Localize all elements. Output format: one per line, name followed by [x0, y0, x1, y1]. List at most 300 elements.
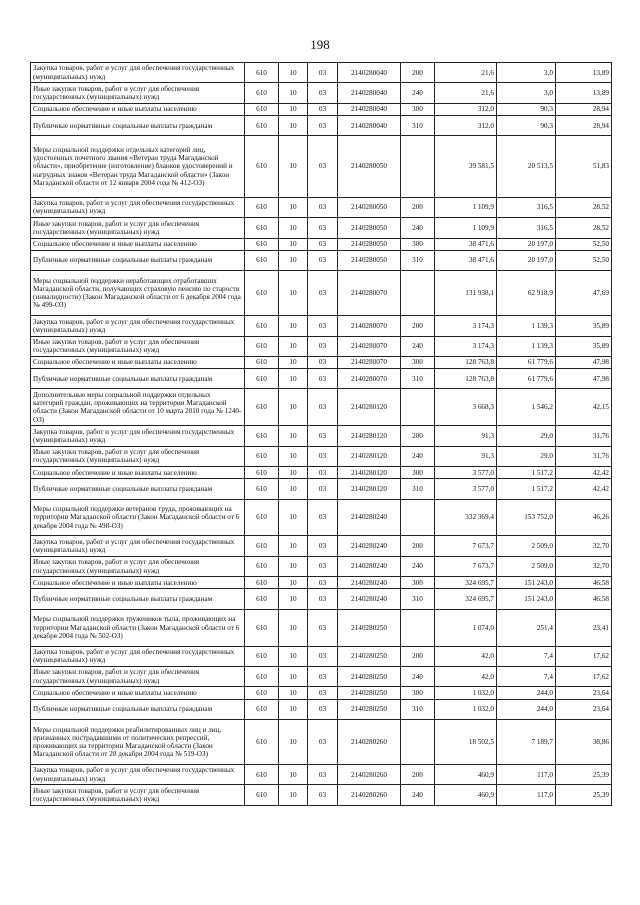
table-cell-percent: 46,58	[556, 589, 612, 609]
table-cell-ved: 610	[245, 426, 279, 446]
table-cell-expense-type: 310	[401, 479, 435, 499]
table-cell-target-article: 2140280120	[338, 467, 401, 479]
table-cell-percent: 28,52	[556, 197, 612, 217]
table-row	[31, 556, 612, 576]
table-cell-fact: 20 197,0	[497, 238, 556, 250]
table-cell-percent: 35,89	[556, 316, 612, 336]
table-cell-ved: 610	[245, 699, 279, 719]
table-cell-subsection: 03	[308, 250, 338, 270]
table-cell-expense-type: 300	[401, 687, 435, 699]
table-cell-percent: 13,89	[556, 83, 612, 103]
table-cell-subsection: 03	[308, 197, 338, 217]
table-cell-ved: 610	[245, 499, 279, 536]
table-row	[31, 666, 612, 686]
table-cell-section: 10	[279, 271, 308, 316]
table-cell-subsection: 03	[308, 589, 338, 609]
table-cell-expense-type: 200	[401, 63, 435, 83]
table-cell-subsection: 03	[308, 426, 338, 446]
table-cell-expense-type: 200	[401, 426, 435, 446]
table-cell-subsection: 03	[308, 699, 338, 719]
table-cell-fact: 90,3	[497, 115, 556, 135]
table-row	[31, 467, 612, 479]
page-number: 198	[310, 37, 330, 52]
table-cell-plan: 1 032,0	[435, 699, 497, 719]
table-cell-expense-type: 200	[401, 316, 435, 336]
table-cell-subsection: 03	[308, 479, 338, 499]
table-cell-plan: 42,0	[435, 646, 497, 666]
table-cell-fact: 244,0	[497, 687, 556, 699]
table-cell-expense-type	[401, 499, 435, 536]
table-cell-subsection: 03	[308, 83, 338, 103]
table-cell-ved: 610	[245, 238, 279, 250]
table-cell-percent: 51,83	[556, 136, 612, 197]
table-cell-name: Социальное обеспечение и иные выплаты населению	[31, 577, 245, 589]
table-cell-name: Публичные нормативные социальные выплаты гражданам	[31, 369, 245, 389]
table-row	[31, 356, 612, 368]
table-cell-target-article: 2140280050	[338, 136, 401, 197]
table-cell-section: 10	[279, 556, 308, 576]
table-cell-section: 10	[279, 83, 308, 103]
table-cell-ved: 610	[245, 115, 279, 135]
table-cell-section: 10	[279, 687, 308, 699]
table-cell-section: 10	[279, 446, 308, 466]
table-cell-name: Иные закупки товаров, работ и услуг для обеспечения государственных (муниципальных) нужд	[31, 218, 245, 238]
table-cell-expense-type: 300	[401, 238, 435, 250]
table-cell-plan: 42,0	[435, 666, 497, 686]
table-cell-plan: 1 074,0	[435, 609, 497, 646]
table-cell-plan: 324 695,7	[435, 589, 497, 609]
table-cell-name: Закупка товаров, работ и услуг для обеспечения государственных (муниципальных) нужд	[31, 426, 245, 446]
table-cell-name: Закупка товаров, работ и услуг для обеспечения государственных (муниципальных) нужд	[31, 536, 245, 556]
table-row	[31, 719, 612, 764]
table-cell-expense-type: 310	[401, 699, 435, 719]
table-cell-expense-type: 240	[401, 785, 435, 805]
table-cell-fact: 1 139,3	[497, 316, 556, 336]
table-cell-target-article: 2140280240	[338, 577, 401, 589]
table-cell-ved: 610	[245, 446, 279, 466]
table-row	[31, 316, 612, 336]
table-cell-target-article: 2140280260	[338, 764, 401, 784]
table-cell-plan: 7 673,7	[435, 556, 497, 576]
table-cell-name: Публичные нормативные социальные выплаты гражданам	[31, 115, 245, 135]
table-cell-percent: 25,39	[556, 764, 612, 784]
table-cell-target-article: 2140280120	[338, 426, 401, 446]
table-body	[31, 63, 612, 806]
table-row	[31, 699, 612, 719]
table-cell-section: 10	[279, 356, 308, 368]
table-row	[31, 446, 612, 466]
table-row	[31, 589, 612, 609]
table-cell-percent: 32,70	[556, 536, 612, 556]
table-cell-fact: 62 918,9	[497, 271, 556, 316]
table-row	[31, 103, 612, 115]
table-cell-expense-type: 200	[401, 197, 435, 217]
table-cell-plan: 128 763,8	[435, 356, 497, 368]
table-cell-ved: 610	[245, 646, 279, 666]
table-cell-subsection: 03	[308, 238, 338, 250]
table-cell-expense-type: 300	[401, 103, 435, 115]
table-cell-section: 10	[279, 218, 308, 238]
table-cell-target-article: 2140280260	[338, 719, 401, 764]
table-row	[31, 646, 612, 666]
table-cell-plan: 21,6	[435, 83, 497, 103]
table-cell-expense-type	[401, 719, 435, 764]
table-cell-target-article: 2140280050	[338, 197, 401, 217]
table-cell-name: Закупка товаров, работ и услуг для обеспечения государственных (муниципальных) нужд	[31, 197, 245, 217]
table-cell-target-article: 2140280250	[338, 609, 401, 646]
table-cell-target-article: 2140280070	[338, 336, 401, 356]
table-cell-plan: 21,6	[435, 63, 497, 83]
table-cell-ved: 610	[245, 369, 279, 389]
table-cell-fact: 1 517,2	[497, 479, 556, 499]
table-cell-fact: 2 509,0	[497, 536, 556, 556]
table-cell-section: 10	[279, 536, 308, 556]
table-cell-ved: 610	[245, 197, 279, 217]
table-cell-name: Социальное обеспечение и иные выплаты населению	[31, 238, 245, 250]
table-cell-expense-type: 310	[401, 250, 435, 270]
table-cell-target-article: 2140280260	[338, 785, 401, 805]
table-cell-expense-type: 200	[401, 536, 435, 556]
table-cell-name: Публичные нормативные социальные выплаты гражданам	[31, 699, 245, 719]
table-cell-ved: 610	[245, 467, 279, 479]
table-cell-fact: 151 243,0	[497, 577, 556, 589]
table-cell-fact: 90,3	[497, 103, 556, 115]
table-cell-subsection: 03	[308, 103, 338, 115]
table-cell-fact: 1 546,2	[497, 389, 556, 426]
table-row	[31, 577, 612, 589]
table-cell-subsection: 03	[308, 646, 338, 666]
table-cell-section: 10	[279, 646, 308, 666]
table-cell-target-article: 2140280240	[338, 556, 401, 576]
table-cell-plan: 1 032,0	[435, 687, 497, 699]
table-cell-section: 10	[279, 250, 308, 270]
table-cell-expense-type: 300	[401, 467, 435, 479]
table-cell-target-article: 2140280040	[338, 103, 401, 115]
table-cell-name: Иные закупки товаров, работ и услуг для обеспечения государственных (муниципальных) нужд	[31, 785, 245, 805]
table-cell-plan: 18 502,5	[435, 719, 497, 764]
table-cell-name: Социальное обеспечение и иные выплаты населению	[31, 356, 245, 368]
table-cell-ved: 610	[245, 536, 279, 556]
table-cell-plan: 1 109,9	[435, 197, 497, 217]
table-cell-plan: 3 174,3	[435, 316, 497, 336]
table-cell-percent: 35,89	[556, 336, 612, 356]
table-cell-expense-type: 240	[401, 446, 435, 466]
table-cell-ved: 610	[245, 764, 279, 784]
table-cell-plan: 312,0	[435, 115, 497, 135]
table-cell-subsection: 03	[308, 666, 338, 686]
table-row	[31, 764, 612, 784]
table-cell-ved: 610	[245, 389, 279, 426]
table-cell-plan: 3 577,0	[435, 479, 497, 499]
table-cell-fact: 3,0	[497, 83, 556, 103]
table-cell-ved: 610	[245, 336, 279, 356]
table-cell-fact: 61 779,6	[497, 356, 556, 368]
table-cell-subsection: 03	[308, 369, 338, 389]
table-cell-section: 10	[279, 136, 308, 197]
table-cell-target-article: 2140280050	[338, 238, 401, 250]
table-cell-name: Меры социальной поддержки отдельных категорий лиц, удостоенных почетного звания «Ветеран труда Магаданской области», приобретение (изготовление) бланков удостоверений и нагрудных знаков «Ветеран труда Магаданской области» (Закон Магаданской области от 12 января 2004 года № 412-ОЗ)	[31, 136, 245, 197]
table-cell-ved: 610	[245, 250, 279, 270]
table-cell-subsection: 03	[308, 687, 338, 699]
table-cell-target-article: 2140280070	[338, 271, 401, 316]
table-row	[31, 687, 612, 699]
table-cell-fact: 1 139,3	[497, 336, 556, 356]
table-cell-plan: 38 471,6	[435, 238, 497, 250]
table-cell-name: Социальное обеспечение и иные выплаты населению	[31, 687, 245, 699]
table-cell-percent: 28,94	[556, 115, 612, 135]
table-row	[31, 218, 612, 238]
table-cell-percent: 42,42	[556, 467, 612, 479]
table-row	[31, 536, 612, 556]
table-row	[31, 115, 612, 135]
table-row	[31, 479, 612, 499]
table-cell-fact: 117,0	[497, 764, 556, 784]
table-cell-ved: 610	[245, 103, 279, 115]
table-cell-target-article: 2140280070	[338, 316, 401, 336]
table-cell-name: Иные закупки товаров, работ и услуг для обеспечения государственных (муниципальных) нужд	[31, 336, 245, 356]
table-cell-section: 10	[279, 499, 308, 536]
table-cell-name: Меры социальной поддержки тружеников тыла, проживающих на территории Магаданской области (Закон Магаданской области от 6 декабря 2004 года № 502-ОЗ)	[31, 609, 245, 646]
table-cell-subsection: 03	[308, 115, 338, 135]
table-row	[31, 238, 612, 250]
table-cell-fact: 153 752,0	[497, 499, 556, 536]
table-cell-percent: 46,26	[556, 499, 612, 536]
table-cell-ved: 610	[245, 83, 279, 103]
table-cell-target-article: 2140280050	[338, 218, 401, 238]
table-cell-section: 10	[279, 369, 308, 389]
table-cell-plan: 460,9	[435, 785, 497, 805]
table-cell-percent: 47,69	[556, 271, 612, 316]
table-cell-subsection: 03	[308, 785, 338, 805]
table-cell-ved: 610	[245, 687, 279, 699]
table-cell-target-article: 2140280070	[338, 369, 401, 389]
table-cell-subsection: 03	[308, 336, 338, 356]
table-cell-ved: 610	[245, 666, 279, 686]
table-cell-ved: 610	[245, 136, 279, 197]
table-cell-fact: 29,0	[497, 446, 556, 466]
table-cell-expense-type: 200	[401, 764, 435, 784]
table-cell-ved: 610	[245, 479, 279, 499]
table-cell-ved: 610	[245, 316, 279, 336]
table-cell-target-article: 2140280250	[338, 687, 401, 699]
table-cell-name: Иные закупки товаров, работ и услуг для обеспечения государственных (муниципальных) нужд	[31, 446, 245, 466]
table-cell-section: 10	[279, 336, 308, 356]
table-cell-ved: 610	[245, 63, 279, 83]
table-cell-section: 10	[279, 389, 308, 426]
table-cell-fact: 29,0	[497, 426, 556, 446]
table-cell-fact: 1 517,2	[497, 467, 556, 479]
table-row	[31, 197, 612, 217]
table-row	[31, 271, 612, 316]
table-cell-percent: 47,98	[556, 369, 612, 389]
table-cell-ved: 610	[245, 589, 279, 609]
table-cell-plan: 7 673,7	[435, 536, 497, 556]
table-cell-plan: 38 471,6	[435, 250, 497, 270]
table-cell-percent: 38,86	[556, 719, 612, 764]
table-cell-expense-type: 310	[401, 589, 435, 609]
table-cell-section: 10	[279, 609, 308, 646]
table-cell-percent: 13,89	[556, 63, 612, 83]
table-cell-plan: 91,3	[435, 446, 497, 466]
table-row	[31, 63, 612, 83]
table-cell-subsection: 03	[308, 467, 338, 479]
table-cell-fact: 61 779,6	[497, 369, 556, 389]
table-cell-percent: 25,39	[556, 785, 612, 805]
table-cell-expense-type: 240	[401, 666, 435, 686]
table-cell-fact: 316,5	[497, 197, 556, 217]
table-cell-expense-type: 300	[401, 577, 435, 589]
table-cell-subsection: 03	[308, 446, 338, 466]
table-cell-name: Закупка товаров, работ и услуг для обеспечения государственных (муниципальных) нужд	[31, 63, 245, 83]
table-cell-name: Публичные нормативные социальные выплаты гражданам	[31, 479, 245, 499]
table-cell-name: Социальное обеспечение и иные выплаты населению	[31, 467, 245, 479]
table-cell-expense-type: 310	[401, 369, 435, 389]
table-cell-section: 10	[279, 197, 308, 217]
table-cell-plan: 3 577,0	[435, 467, 497, 479]
table-cell-subsection: 03	[308, 577, 338, 589]
table-cell-ved: 610	[245, 609, 279, 646]
table-row	[31, 369, 612, 389]
table-cell-target-article: 2140280040	[338, 63, 401, 83]
table-cell-percent: 42,42	[556, 479, 612, 499]
table-cell-percent: 17,62	[556, 666, 612, 686]
table-cell-fact: 244,0	[497, 699, 556, 719]
table-cell-subsection: 03	[308, 218, 338, 238]
table-cell-target-article: 2140280070	[338, 356, 401, 368]
table-cell-fact: 151 243,0	[497, 589, 556, 609]
table-cell-section: 10	[279, 666, 308, 686]
table-cell-target-article: 2140280250	[338, 666, 401, 686]
table-cell-subsection: 03	[308, 499, 338, 536]
table-cell-expense-type	[401, 609, 435, 646]
table-cell-ved: 610	[245, 218, 279, 238]
table-cell-percent: 28,94	[556, 103, 612, 115]
table-cell-target-article: 2140280250	[338, 646, 401, 666]
table-cell-section: 10	[279, 238, 308, 250]
table-cell-name: Дополнительные меры социальной поддержки отдельных категорий граждан, проживающих на территории Магаданской области (Закон Магаданской области от 10 марта 2010 года № 1240-ОЗ)	[31, 389, 245, 426]
table-cell-expense-type: 310	[401, 115, 435, 135]
table-cell-plan: 460,9	[435, 764, 497, 784]
table-cell-fact: 251,4	[497, 609, 556, 646]
table-cell-section: 10	[279, 785, 308, 805]
table-cell-fact: 117,0	[497, 785, 556, 805]
table-cell-name: Публичные нормативные социальные выплаты гражданам	[31, 589, 245, 609]
table-cell-fact: 3,0	[497, 63, 556, 83]
table-cell-ved: 610	[245, 271, 279, 316]
table-cell-expense-type: 240	[401, 556, 435, 576]
table-cell-expense-type: 240	[401, 336, 435, 356]
table-cell-section: 10	[279, 316, 308, 336]
table-cell-section: 10	[279, 103, 308, 115]
table-cell-expense-type	[401, 389, 435, 426]
table-cell-name: Социальное обеспечение и иные выплаты населению	[31, 103, 245, 115]
table-cell-percent: 17,62	[556, 646, 612, 666]
table-cell-target-article: 2140280250	[338, 699, 401, 719]
table-cell-target-article: 2140280240	[338, 499, 401, 536]
table-cell-percent: 31,76	[556, 426, 612, 446]
table-cell-name: Меры социальной поддержки реабилитированных лиц и лиц, признанных пострадавшими от политических репрессий, проживающих на территории Магаданской области (Закон Магаданской области от 28 декабря 2004 года № 519-ОЗ)	[31, 719, 245, 764]
table-cell-ved: 610	[245, 556, 279, 576]
table-cell-section: 10	[279, 699, 308, 719]
table-cell-fact: 20 513,5	[497, 136, 556, 197]
table-cell-subsection: 03	[308, 356, 338, 368]
table-cell-name: Иные закупки товаров, работ и услуг для обеспечения государственных (муниципальных) нужд	[31, 666, 245, 686]
table-cell-ved: 610	[245, 785, 279, 805]
table-cell-subsection: 03	[308, 764, 338, 784]
table-cell-target-article: 2140280240	[338, 536, 401, 556]
table-cell-subsection: 03	[308, 719, 338, 764]
table-cell-subsection: 03	[308, 389, 338, 426]
table-cell-section: 10	[279, 115, 308, 135]
table-cell-plan: 39 581,5	[435, 136, 497, 197]
table-row	[31, 426, 612, 446]
table-row	[31, 785, 612, 805]
table-cell-section: 10	[279, 426, 308, 446]
table-cell-section: 10	[279, 719, 308, 764]
table-cell-section: 10	[279, 467, 308, 479]
table-cell-percent: 42,15	[556, 389, 612, 426]
table-cell-target-article: 2140280240	[338, 589, 401, 609]
table-cell-target-article: 2140280040	[338, 83, 401, 103]
table-cell-percent: 52,50	[556, 238, 612, 250]
table-cell-name: Закупка товаров, работ и услуг для обеспечения государственных (муниципальных) нужд	[31, 316, 245, 336]
table-cell-percent: 52,50	[556, 250, 612, 270]
table-cell-fact: 7,4	[497, 646, 556, 666]
table-cell-percent: 23,64	[556, 699, 612, 719]
table-cell-plan: 131 938,1	[435, 271, 497, 316]
table-cell-plan: 3 174,3	[435, 336, 497, 356]
table-cell-percent: 46,58	[556, 577, 612, 589]
table-cell-expense-type	[401, 271, 435, 316]
table-cell-fact: 7,4	[497, 666, 556, 686]
table-cell-name: Закупка товаров, работ и услуг для обеспечения государственных (муниципальных) нужд	[31, 646, 245, 666]
table-cell-section: 10	[279, 63, 308, 83]
table-cell-target-article: 2140280120	[338, 479, 401, 499]
table-cell-expense-type: 240	[401, 83, 435, 103]
table-cell-ved: 610	[245, 577, 279, 589]
table-cell-target-article: 2140280120	[338, 389, 401, 426]
table-cell-target-article: 2140280120	[338, 446, 401, 466]
table-row	[31, 83, 612, 103]
table-cell-name: Меры социальной поддержки неработающих отработавших Магаданской области, получающих страховую пенсию по старости (инвалидности) (Закон Магаданской области от 6 декабря 2004 года № 499-ОЗ)	[31, 271, 245, 316]
table-cell-plan: 128 763,8	[435, 369, 497, 389]
table-cell-target-article: 2140280050	[338, 250, 401, 270]
table-cell-plan: 1 109,9	[435, 218, 497, 238]
table-cell-section: 10	[279, 577, 308, 589]
table-cell-name: Публичные нормативные социальные выплаты гражданам	[31, 250, 245, 270]
table-cell-section: 10	[279, 479, 308, 499]
table-cell-plan: 91,3	[435, 426, 497, 446]
table-cell-fact: 2 509,0	[497, 556, 556, 576]
table-cell-target-article: 2140280040	[338, 115, 401, 135]
table-cell-ved: 610	[245, 719, 279, 764]
table-cell-section: 10	[279, 764, 308, 784]
table-cell-fact: 20 197,0	[497, 250, 556, 270]
table-row	[31, 250, 612, 270]
table-cell-percent: 31,76	[556, 446, 612, 466]
table-cell-expense-type: 200	[401, 646, 435, 666]
table-cell-ved: 610	[245, 356, 279, 368]
table-cell-fact: 316,5	[497, 218, 556, 238]
table-cell-subsection: 03	[308, 556, 338, 576]
table-cell-subsection: 03	[308, 316, 338, 336]
table-row	[31, 336, 612, 356]
table-row	[31, 389, 612, 426]
table-cell-percent: 47,98	[556, 356, 612, 368]
table-cell-subsection: 03	[308, 136, 338, 197]
table-cell-plan: 3 668,3	[435, 389, 497, 426]
table-cell-name: Иные закупки товаров, работ и услуг для обеспечения государственных (муниципальных) нужд	[31, 83, 245, 103]
